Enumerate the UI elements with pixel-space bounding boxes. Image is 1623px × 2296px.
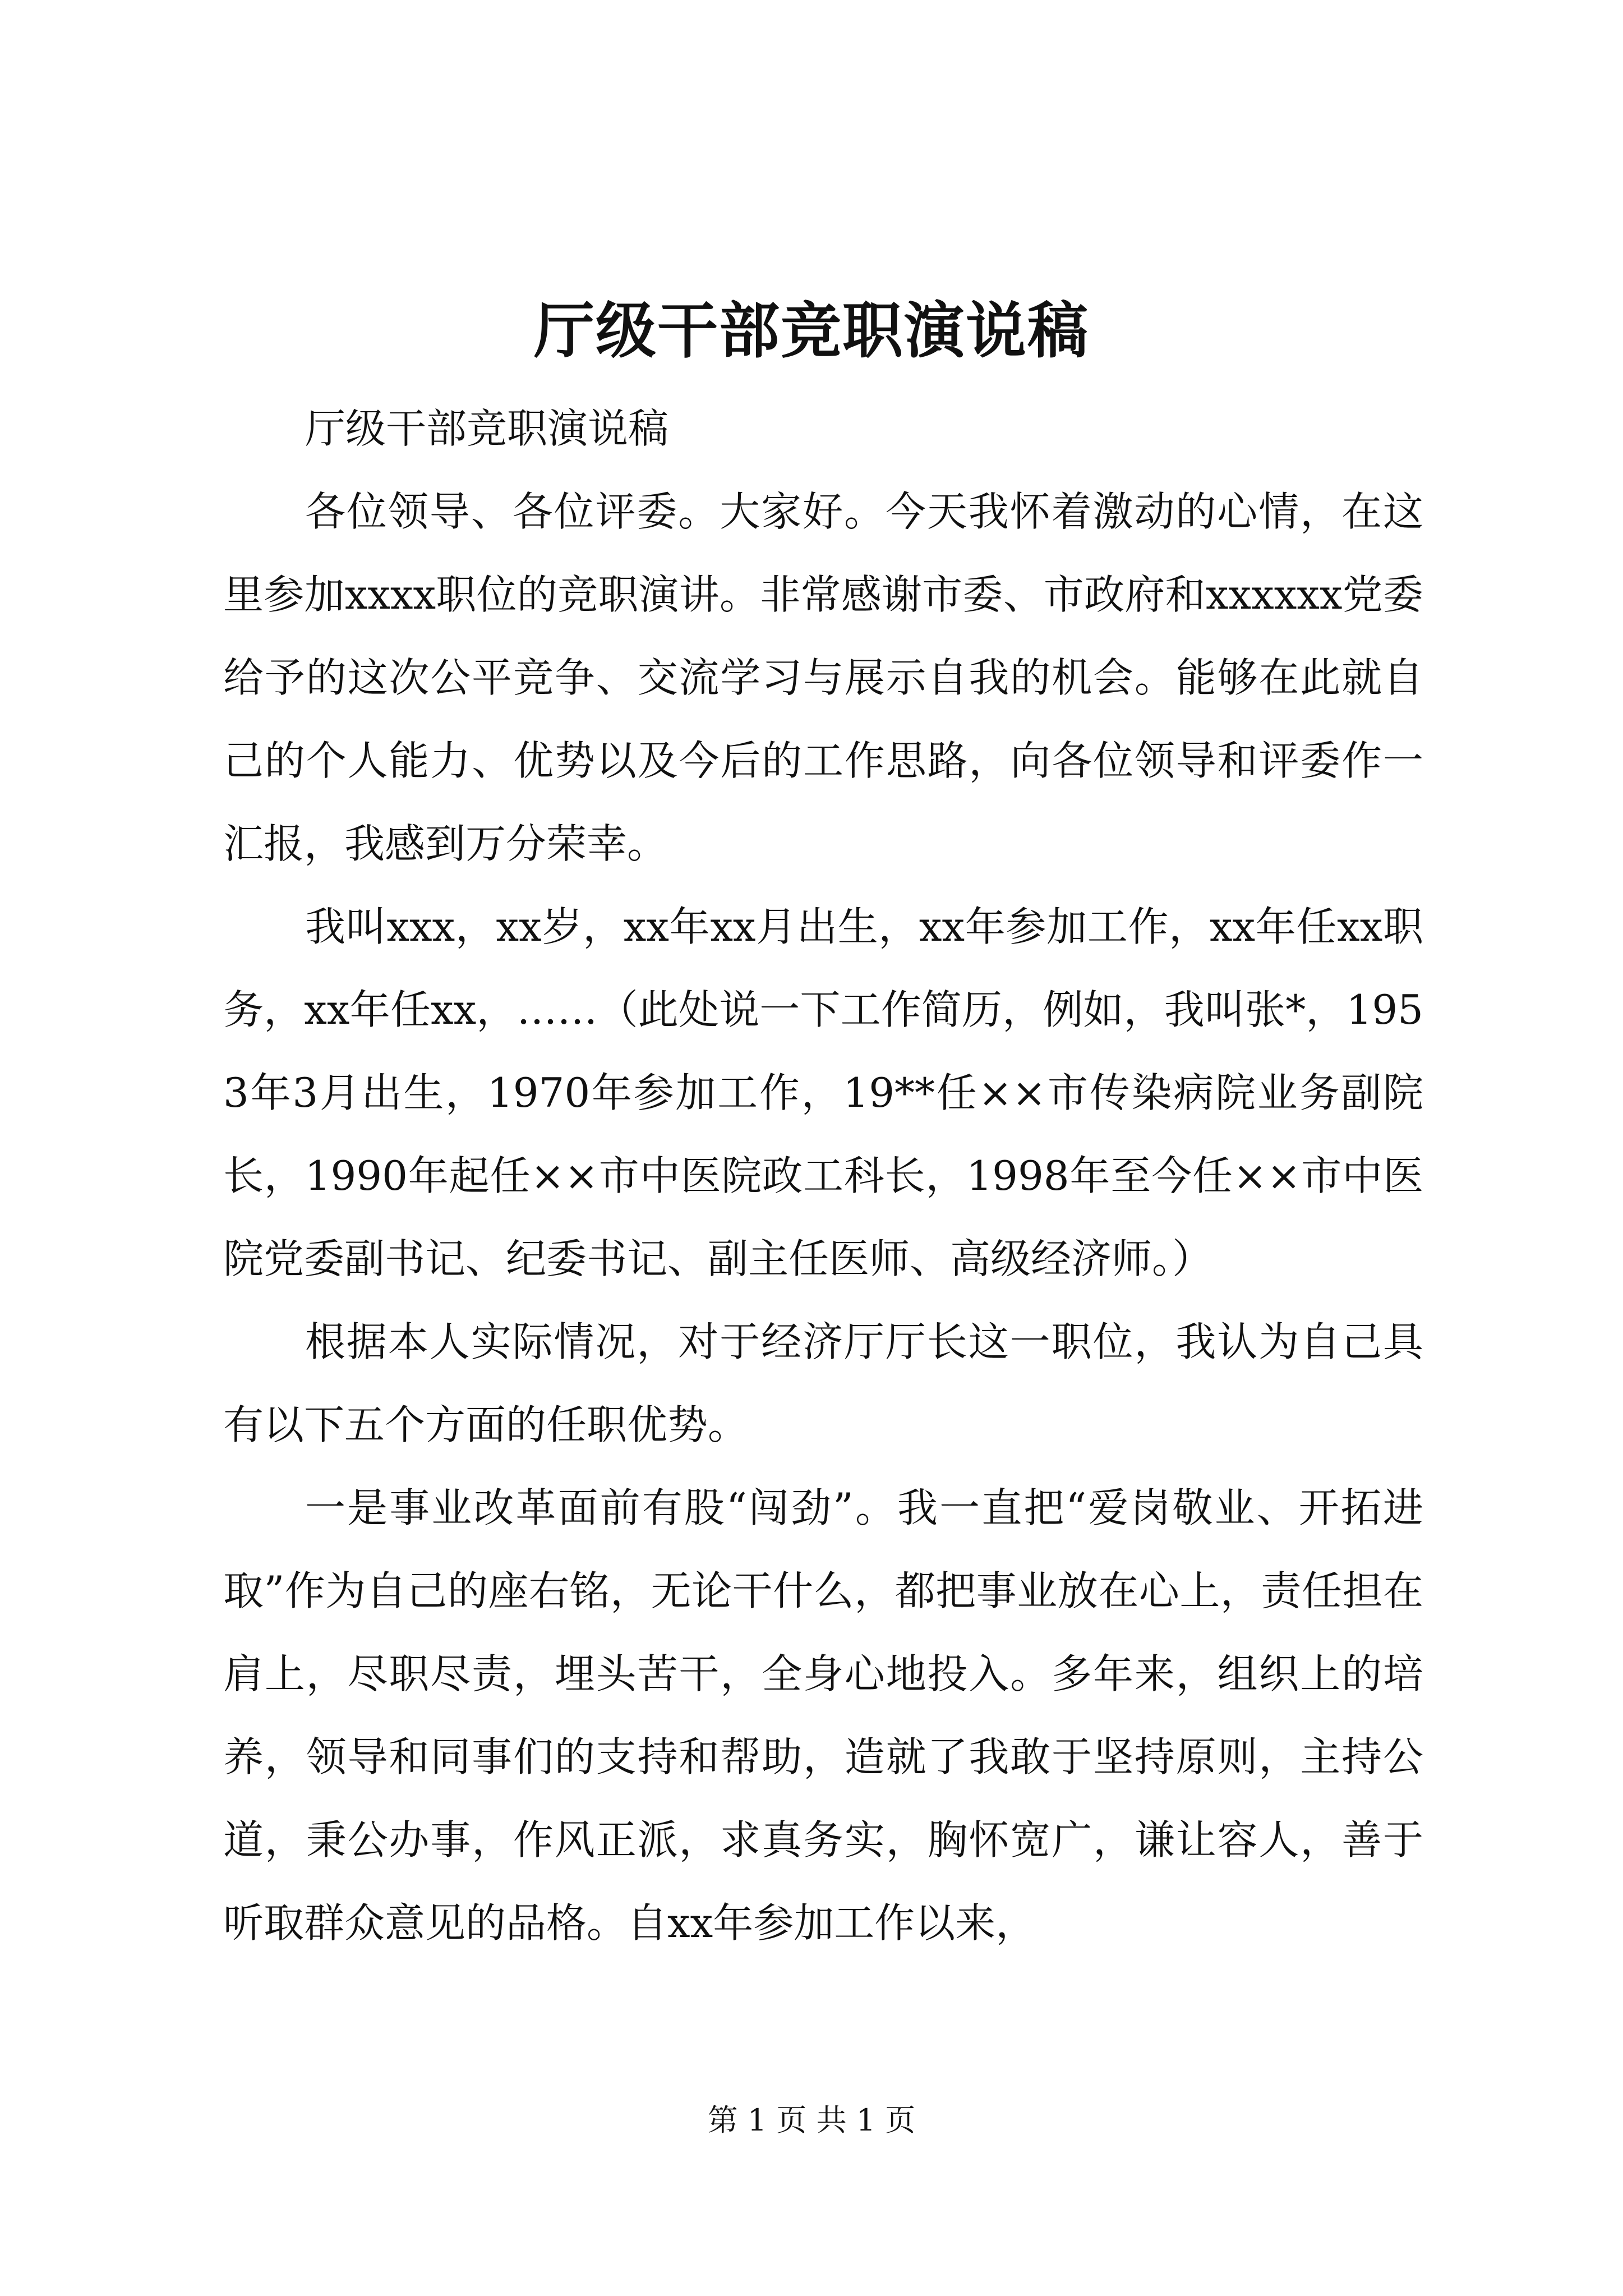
paragraph-subtitle: 厅级干部竞职演说稿 (305, 405, 669, 452)
paragraph-resume: 我叫xxx，xx岁，xx年xx月出生，xx年参加工作，xx年任xx职务，xx年任xx，……（此处说一下工作简历，例如，我叫张*，1953年3月出生，1970年参加工作，19**任××市传染病院业务副院长，1990年起任××市中医院政工科长，1998年至今任××市中医院党委副书记、纪委书记、副主任医师、高级经济师。） (223, 903, 1423, 1282)
paragraph-advantages-intro: 根据本人实际情况，对于经济厅厅长这一职位，我认为自己具有以下五个方面的任职优势。 (223, 1318, 1423, 1448)
document-title: 厅级干部竞职演说稿 (533, 296, 1089, 366)
document-body (223, 387, 1423, 1964)
paragraph-advantage-one: 一是事业改革面前有股“闯劲”。我一直把“爱岗敬业、开拓进取”作为自己的座右铭，无论干什么，都把事业放在心上，责任担在肩上，尽职尽责，埋头苦干，全身心地投入。多年来，组织上的培养，领导和同事们的支持和帮助，造就了我敢于坚持原则，主持公道，秉公办事，作风正派，求真务实，胸怀宽广，谦让容人，善于听取群众意见的品格。自xx年参加工作以来， (223, 1484, 1423, 1947)
paragraph-greeting: 各位领导、各位评委。大家好。今天我怀着激动的心情，在这里参加xxxx职位的竞职演讲。非常感谢市委、市政府和xxxxxx党委给予的这次公平竞争、交流学习与展示自我的机会。能够在此就自己的个人能力、优势以及今后的工作思路，向各位领导和评委作一汇报，我感到万分荣幸。 (223, 488, 1423, 867)
page-footer: 第 1 页 共 1 页 (707, 2102, 916, 2138)
